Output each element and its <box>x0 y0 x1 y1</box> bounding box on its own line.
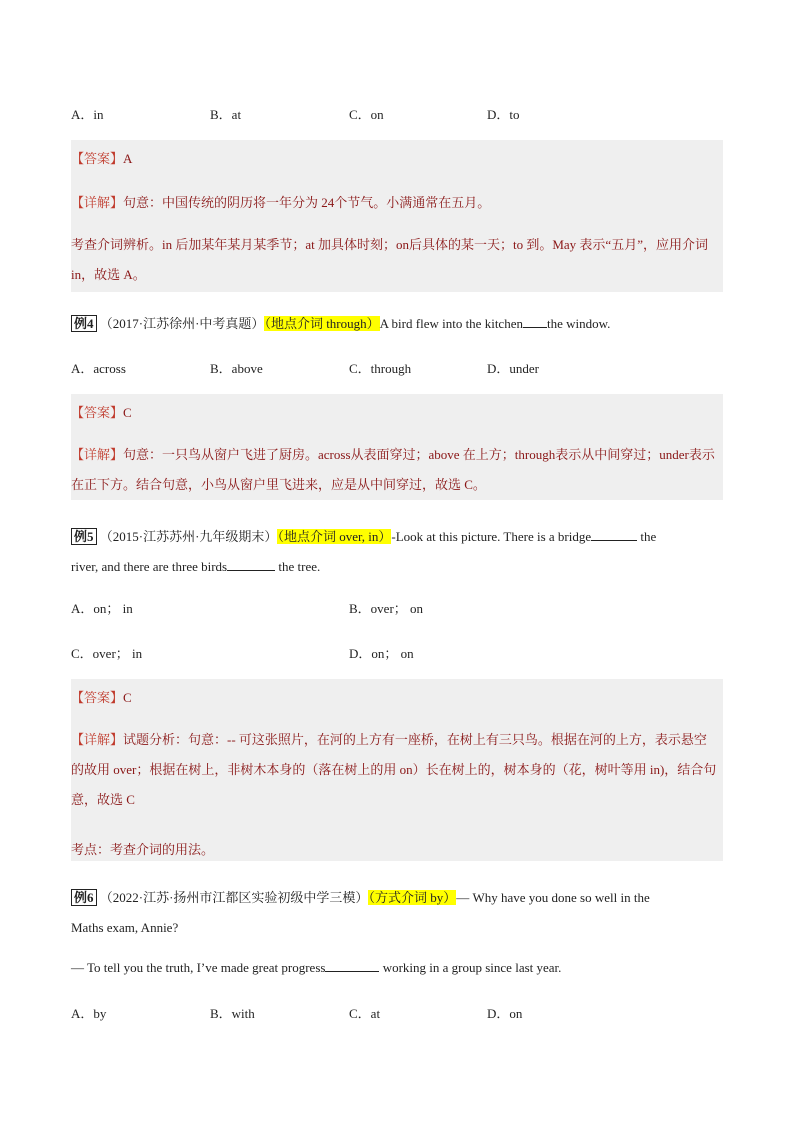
answer-tag: 【答案】 <box>71 151 124 166</box>
topic-highlight: （地点介词 over, in） <box>277 529 392 544</box>
option-a: A．by <box>71 1006 107 1021</box>
answer-value: C <box>123 690 132 705</box>
example-label: 例6 <box>71 889 97 906</box>
example-label: 例4 <box>71 315 97 332</box>
topic-highlight: （地点介词 through） <box>264 316 380 331</box>
option-b: B．above <box>210 361 263 376</box>
option-a: A．on； in <box>71 601 133 616</box>
stem-text: — To tell you the truth, I’ve made great progress <box>71 960 326 975</box>
option-c: C．on <box>349 107 384 122</box>
detail-paragraph: 考查介词辨析。in 后加某年某月某季节；at 加具体时刻；on后具体的某一天；to 到。May 表示“五月”，应用介词 in，故选 A。 <box>71 237 708 282</box>
option-a: A．in <box>71 107 104 122</box>
detail-paragraph <box>71 440 719 500</box>
q5-stem <box>71 522 723 582</box>
stem-text-end: the window. <box>546 316 611 331</box>
option-d: D．on； on <box>349 646 414 661</box>
question-source: （2015·江苏苏州·九年级期末） <box>99 529 278 544</box>
stem-text: A bird flew into the kitchen <box>379 316 523 331</box>
answer-blank <box>325 959 379 972</box>
answer-blank <box>227 558 275 571</box>
detail-tag: 【详解】 <box>71 195 124 210</box>
q6-stem <box>71 883 723 943</box>
option-b: B．at <box>210 107 242 122</box>
detail-text: 句意：一只鸟从窗户飞进了厨房。across从表面穿过；above 在上方；through表示从中间穿过；under表示在正下方。结合句意，小鸟从窗户里飞进来，应是从中间穿过，故选 C。 <box>71 447 715 492</box>
q3-answer-box <box>71 140 723 292</box>
stem-text: — Why have you done so well in the <box>456 890 650 905</box>
answer-line <box>71 148 132 167</box>
detail-tag: 【详解】 <box>71 447 124 462</box>
detail-text: 句意：中国传统的阴历将一年分为 24个节气。小满通常在五月。 <box>123 195 491 210</box>
detail-tag: 【详解】 <box>71 732 124 747</box>
option-d: D．to <box>487 107 520 122</box>
option-c: C．over； in <box>71 646 143 661</box>
question-source: （2017·江苏徐州·中考真题） <box>99 316 265 331</box>
option-d: D．under <box>487 361 539 376</box>
stem-text: the tree. <box>275 559 321 574</box>
q5-answer-box <box>71 679 723 861</box>
stem-text: Maths exam, Annie? <box>71 920 179 935</box>
answer-tag: 【答案】 <box>71 690 124 705</box>
answer-line <box>71 402 132 421</box>
answer-value: C <box>123 405 132 420</box>
answer-line <box>71 687 132 706</box>
detail-text: 试题分析：句意：-- 可这张照片，在河的上方有一座桥，在树上有三只鸟。根据在河的上方，表示悬空的故用 over；根据在树上，非树木本身的（落在树上的用 on）长在树上的，树本身的（花，树叶等用 in)，结合句意，故选 C <box>71 732 717 807</box>
detail-line <box>71 192 490 211</box>
answer-tag: 【答案】 <box>71 405 124 420</box>
stem-text: working in a group since last year. <box>379 960 562 975</box>
example-label: 例5 <box>71 528 97 545</box>
kaodian-line: 考点：考查介词的用法。 <box>71 842 215 857</box>
stem-text: river, and there are three birds <box>71 559 228 574</box>
detail-paragraph <box>71 725 719 815</box>
answer-blank <box>523 315 547 328</box>
topic-highlight: （方式介词 by） <box>368 890 457 905</box>
q4-answer-box <box>71 394 723 500</box>
option-a: A．across <box>71 361 126 376</box>
stem-text: -Look at this picture. There is a bridge <box>391 529 592 544</box>
answer-blank <box>591 528 637 541</box>
option-b: B．with <box>210 1006 255 1021</box>
option-d: D．on <box>487 1006 523 1021</box>
q4-stem <box>71 313 723 332</box>
answer-value: A <box>123 151 133 166</box>
option-c: C．through <box>349 361 412 376</box>
q6-stem-line2 <box>71 959 723 976</box>
option-c: C．at <box>349 1006 381 1021</box>
option-b: B．over； on <box>349 601 424 616</box>
stem-text: the <box>637 529 657 544</box>
question-source: （2022·江苏·扬州市江都区实验初级中学三模） <box>99 890 369 905</box>
